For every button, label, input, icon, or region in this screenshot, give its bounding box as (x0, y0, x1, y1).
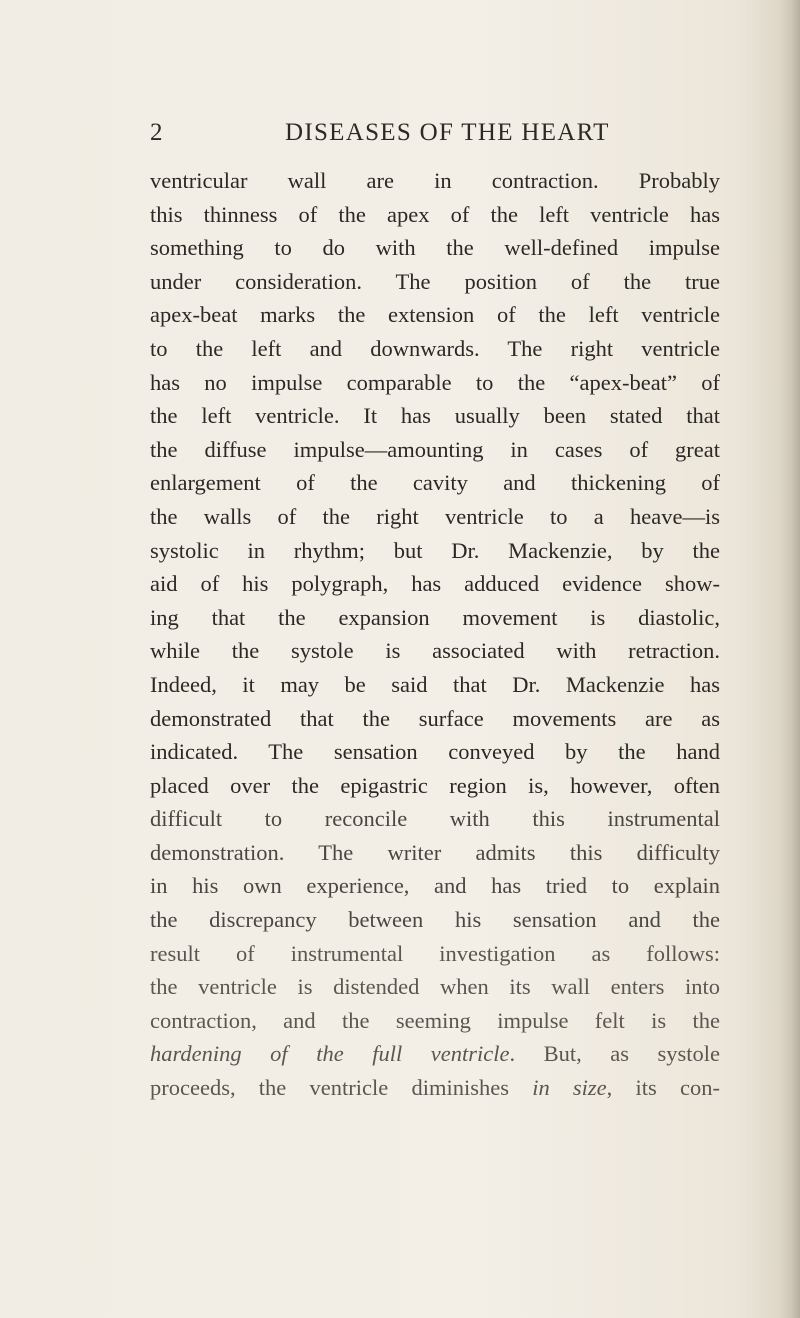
page-edge-shadow (778, 0, 800, 1318)
text-line-19: placed over the epigastric region is, however, often (150, 772, 720, 798)
text-line-13: aid of his polygraph, has adduced evidence show- (150, 571, 720, 597)
text-line-28-after: , its con- (606, 1075, 720, 1101)
text-line-11: the walls of the right ventricle to a heave—is (150, 503, 720, 529)
text-line-9: the diffuse impulse—amounting in cases of great (150, 436, 720, 462)
text-line-16: Indeed, it may be said that Dr. Mackenzie has (150, 671, 720, 697)
page-number: 2 (150, 119, 164, 146)
text-line-2: this thinness of the apex of the left ventricle has (150, 201, 720, 227)
text-line-14: ing that the expansion movement is diastolic, (150, 604, 720, 630)
text-line-18: indicated. The sensation conveyed by the hand (150, 739, 720, 765)
italic-phrase-hardening: hardening of the full ventricle (150, 1041, 510, 1067)
text-line-25: the ventricle is distended when its wall enters into (150, 974, 720, 1000)
text-line-6: to the left and downwards. The right ventricle (150, 335, 720, 361)
text-line-3: something to do with the well-defined impulse (150, 235, 720, 261)
text-line-7: has no impulse comparable to the “apex-beat” of (150, 369, 720, 395)
body-text (150, 164, 720, 1105)
text-line-15: while the systole is associated with retraction. (150, 638, 720, 664)
text-line-27-rest: . But, as systole (509, 1041, 720, 1067)
text-line-4: under consideration. The position of the true (150, 268, 720, 294)
text-line-28 (150, 1071, 720, 1105)
text-line-28-before: proceeds, the ventricle diminishes (150, 1075, 533, 1101)
text-line-20: difficult to reconcile with this instrumental (150, 806, 720, 832)
text-line-8: the left ventricle. It has usually been stated that (150, 403, 720, 429)
text-line-1: ventricular wall are in contraction. Probably (150, 168, 720, 193)
text-line-24: result of instrumental investigation as follows: (150, 940, 720, 966)
text-line-17: demonstrated that the surface movements are as (150, 705, 720, 731)
text-line-27 (150, 1037, 720, 1071)
text-line-26: contraction, and the seeming impulse felt is the (150, 1007, 720, 1033)
text-line-10: enlargement of the cavity and thickening of (150, 470, 720, 496)
italic-phrase-in-size: in size (532, 1075, 607, 1101)
text-line-12: systolic in rhythm; but Dr. Mackenzie, by the (150, 537, 720, 563)
text-line-23: the discrepancy between his sensation and the (150, 907, 720, 933)
running-title: DISEASES OF THE HEART (285, 119, 610, 146)
text-line-21: demonstration. The writer admits this difficulty (150, 839, 720, 865)
text-line-5: apex-beat marks the extension of the left ventricle (150, 302, 720, 328)
text-line-22: in his own experience, and has tried to explain (150, 873, 720, 899)
